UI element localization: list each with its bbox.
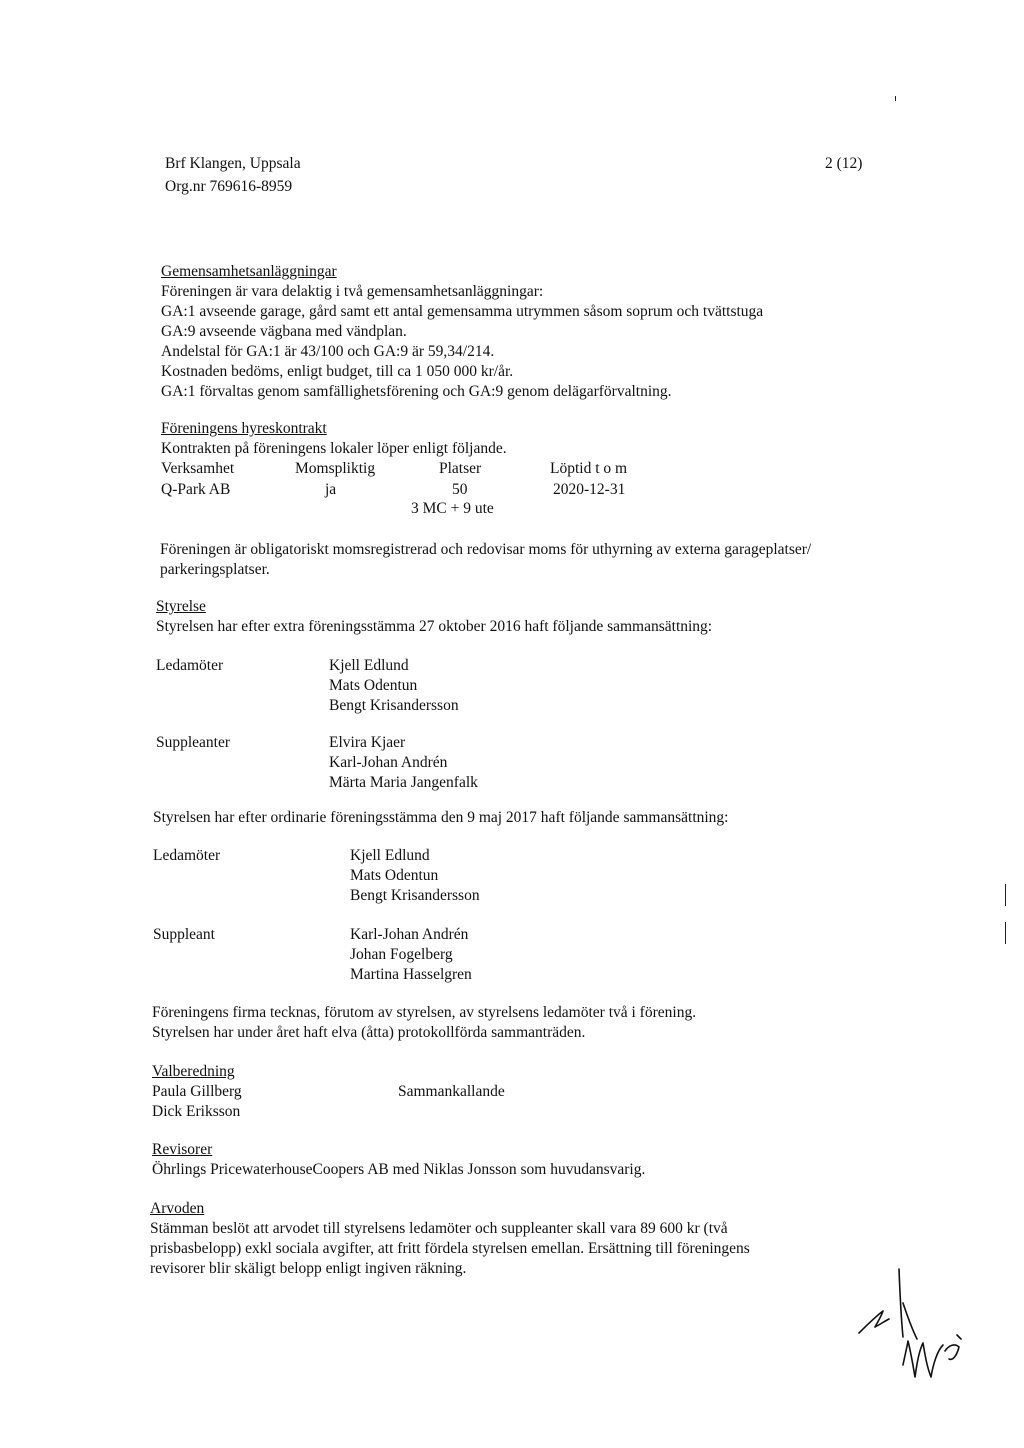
list-ledamoter-2017 xyxy=(350,846,480,906)
section-styrelse xyxy=(156,597,712,637)
list-item: Elvira Kjaer xyxy=(329,734,406,751)
paragraph-line: prisbasbelopp) exkl sociala avgifter, att fritt fördela styrelsen emellan. Ersättning till föreningens xyxy=(150,1240,750,1257)
paragraph-line: Föreningens firma tecknas, förutom av styrelsen, av styrelsens ledamöter två i förening. xyxy=(152,1004,697,1021)
paragraph-line: Styrelsen har under året haft elva (åtta) protokollförda sammanträden. xyxy=(152,1024,586,1041)
label-ledamoter-2016: Ledamöter xyxy=(156,657,224,674)
paragraph-line: GA:9 avseende vägbana med vändplan. xyxy=(161,323,407,340)
table-header-verksamhet: Verksamhet xyxy=(161,460,235,477)
scan-mark xyxy=(1005,884,1006,906)
section-revisorer xyxy=(152,1140,645,1180)
paragraph-line: Kontrakten på föreningens lokaler löper enligt följande. xyxy=(161,440,507,457)
section-heading: Arvoden xyxy=(150,1200,205,1217)
table-cell: ja xyxy=(325,481,337,498)
section-arvoden xyxy=(150,1199,750,1279)
label-ledamoter-2017: Ledamöter xyxy=(153,847,221,864)
scan-mark xyxy=(1005,922,1006,944)
section-heading: Föreningens hyreskontrakt xyxy=(161,420,327,437)
list-item: Karl-Johan Andrén xyxy=(329,754,448,771)
section-valberedning xyxy=(152,1062,242,1122)
paragraph-line: GA:1 förvaltas genom samfällighetsförening och GA:9 genom delägarförvaltning. xyxy=(161,383,672,400)
table-cell: Q-Park AB xyxy=(161,481,231,498)
moms-note xyxy=(160,540,811,580)
list-item: Bengt Krisandersson xyxy=(329,697,459,714)
paragraph-line: parkeringsplatser. xyxy=(160,561,270,578)
section-heading: Valberedning xyxy=(152,1063,235,1080)
section-hyreskontrakt xyxy=(161,419,507,459)
table-cell: 2020-12-31 xyxy=(553,481,626,498)
valberedning-role: Sammankallande xyxy=(398,1083,505,1100)
list-item: Mats Odentun xyxy=(350,867,439,884)
paragraph-line: Öhrlings PricewaterhouseCoopers AB med Niklas Jonsson som huvudansvarig. xyxy=(152,1161,646,1178)
list-item: Bengt Krisandersson xyxy=(350,887,480,904)
list-item: Kjell Edlund xyxy=(350,847,430,864)
label-suppleanter-2016: Suppleanter xyxy=(156,734,231,751)
section-gemensamhet xyxy=(161,262,763,402)
list-item: Martina Hasselgren xyxy=(350,966,472,983)
org-number: Org.nr 769616-8959 xyxy=(165,178,293,195)
paragraph-line: GA:1 avseende garage, gård samt ett antal gemensamma utrymmen såsom soprum och tvättstuga xyxy=(161,303,764,320)
paragraph-line: Föreningen är vara delaktig i två gemensamhetsanläggningar: xyxy=(161,283,544,300)
list-item: Johan Fogelberg xyxy=(350,946,453,963)
paragraph-line: Styrelsen har efter extra föreningsstämma 27 oktober 2016 haft följande sammansättning: xyxy=(156,618,713,635)
list-suppleanter-2017 xyxy=(350,925,472,985)
org-name: Brf Klangen, Uppsala xyxy=(165,155,301,172)
handwritten-initials-icon xyxy=(845,1255,975,1395)
paragraph-line: Stämman beslöt att arvodet till styrelsens ledamöter och suppleanter skall vara 89 600 kr (två xyxy=(150,1220,728,1237)
page-number: 2 (12) xyxy=(825,155,863,172)
list-ledamoter-2016 xyxy=(329,656,459,716)
list-suppleanter-2016 xyxy=(329,733,478,793)
table-cell: 50 xyxy=(452,481,468,498)
list-item: Kjell Edlund xyxy=(329,657,409,674)
list-item: Mats Odentun xyxy=(329,677,418,694)
section-heading: Revisorer xyxy=(152,1141,213,1158)
section-heading: Styrelse xyxy=(156,598,206,615)
table-header-momspliktig: Momspliktig xyxy=(295,460,376,477)
label-suppleant-2017: Suppleant xyxy=(153,926,215,943)
paragraph-line: Styrelsen har efter ordinarie föreningsstämma den 9 maj 2017 haft följande sammansättning: xyxy=(153,809,729,826)
paragraph-line: Föreningen är obligatoriskt momsregistrerad och redovisar moms för uthyrning av externa garageplatser/ xyxy=(160,541,812,558)
list-item: Karl-Johan Andrén xyxy=(350,926,469,943)
list-item: Märta Maria Jangenfalk xyxy=(329,774,478,791)
styrelse-closing xyxy=(152,1003,696,1043)
list-item: Dick Eriksson xyxy=(152,1103,241,1120)
list-item: Paula Gillberg xyxy=(152,1083,242,1100)
section-heading: Gemensamhetsanläggningar xyxy=(161,263,337,280)
table-header-platser: Platser xyxy=(439,460,482,477)
table-header-loptid: Löptid t o m xyxy=(550,460,628,477)
paragraph-line: Andelstal för GA:1 är 43/100 och GA:9 är 59,34/214. xyxy=(161,343,495,360)
scan-mark xyxy=(895,96,896,101)
paragraph-line: Kostnaden bedöms, enligt budget, till ca 1 050 000 kr/år. xyxy=(161,363,514,380)
paragraph-line: revisorer blir skäligt belopp enligt ingiven räkning. xyxy=(150,1260,467,1277)
table-extra-note: 3 MC + 9 ute xyxy=(411,500,494,517)
